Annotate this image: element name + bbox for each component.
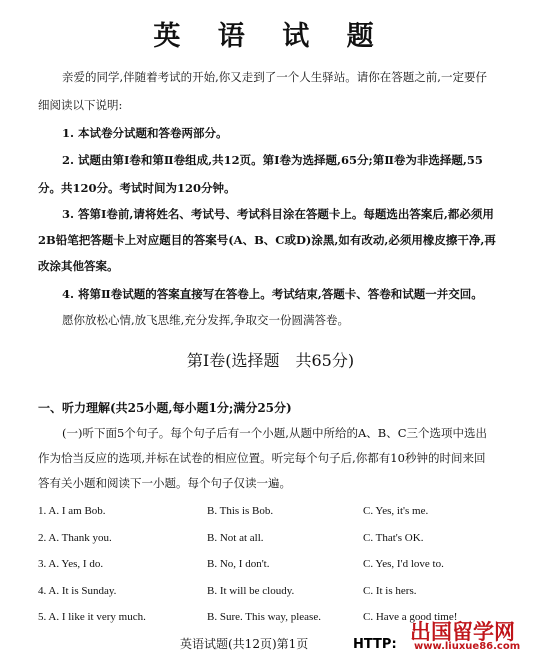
option-a: 5. A. I like it very much. [38, 611, 146, 623]
page-title: 英 语 试 题 [153, 21, 388, 52]
part-intro-line-3: 答有关小题和阅读下一小题。每个句子仅读一遍。 [38, 476, 291, 490]
option-a: 2. A. Thank you. [38, 532, 112, 544]
watermark-brand: 出国留学网 [410, 620, 515, 644]
intro-line-1: 亲爱的同学,伴随着考试的开始,你又走到了一个人生驿站。请你在答题之前,一定要仔 [62, 70, 487, 84]
note-3: 3. 答第Ⅰ卷前,请将姓名、考试号、考试科目涂在答题卡上。每题选出答案后,都必须用 [62, 207, 494, 221]
intro-line-2: 细阅读以下说明: [38, 98, 123, 112]
option-c: C. It is hers. [363, 585, 417, 597]
note-3-cont: 2B铅笔把答题卡上对应题目的答案号(A、B、C或D)涂黑,如有改动,必须用橡皮擦干净,再 [38, 233, 496, 247]
option-b: B. Not at all. [207, 532, 264, 544]
option-b: B. It will be cloudy. [207, 585, 295, 597]
watermark-http: HTTP: [353, 637, 397, 652]
part-title: 一、听力理解(共25小题,每小题1分;满分25分) [38, 401, 292, 415]
part-intro-line-1: (一)听下面5个句子。每个句子后有一个小题,从题中所给的A、B、C三个选项中选出 [62, 426, 487, 440]
wish-line: 愿你放松心情,放飞思维,充分发挥,争取交一份圆满答卷。 [62, 313, 349, 327]
section-title: 第Ⅰ卷(选择题 共65分) [186, 351, 355, 370]
note-3-end: 改涂其他答案。 [38, 259, 119, 273]
option-a: 4. A. It is Sunday. [38, 585, 117, 597]
part-intro-line-2: 作为恰当反应的选项,并标在试卷的相应位置。听完每个句子后,你都有10秒钟的时间来回 [38, 451, 486, 465]
page-footer: 英语试题(共12页)第1页 [180, 637, 309, 651]
note-2-cont: 分。共120分。考试时间为120分钟。 [38, 181, 236, 195]
note-1: 1. 本试卷分试题和答卷两部分。 [62, 126, 228, 140]
option-b: B. No, I don't. [207, 558, 270, 570]
option-c: C. Yes, it's me. [363, 505, 429, 517]
watermark-url: www.liuxue86.com [414, 641, 521, 652]
note-4: 4. 将第Ⅱ卷试题的答案直接写在答卷上。考试结束,答题卡、答卷和试题一并交回。 [62, 287, 483, 301]
option-b: B. Sure. This way, please. [207, 611, 321, 623]
option-b: B. This is Bob. [207, 505, 274, 517]
option-a: 1. A. I am Bob. [38, 505, 106, 517]
option-c: C. That's OK. [363, 532, 424, 544]
option-a: 3. A. Yes, I do. [38, 558, 104, 570]
note-2: 2. 试题由第Ⅰ卷和第Ⅱ卷组成,共12页。第Ⅰ卷为选择题,65分;第Ⅱ卷为非选择题,55 [62, 153, 483, 167]
option-c: C. Have a good time! [363, 611, 458, 623]
option-c: C. Yes, I'd love to. [363, 558, 444, 570]
